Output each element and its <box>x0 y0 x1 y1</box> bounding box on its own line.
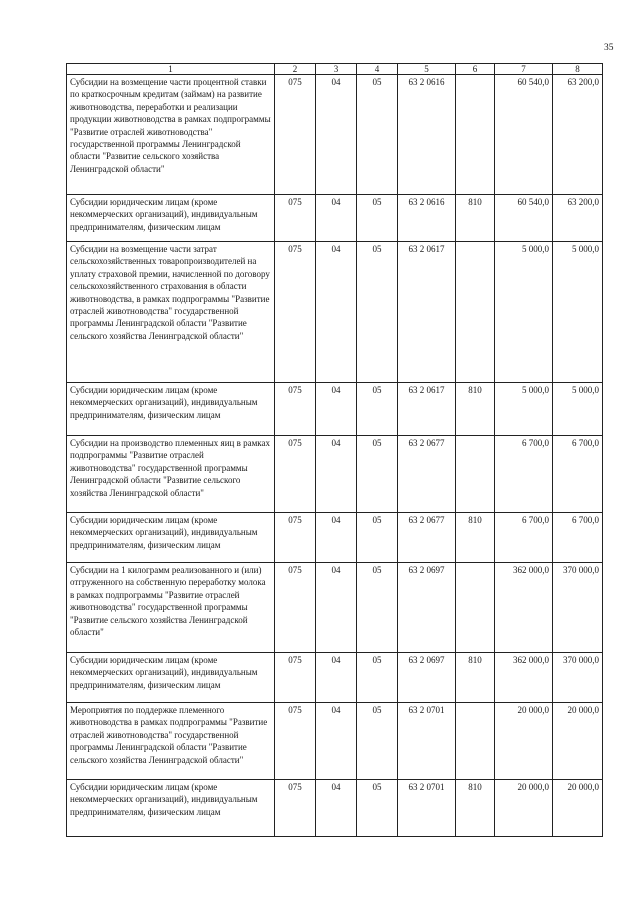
budget-table <box>66 63 603 837</box>
header-row <box>67 64 603 75</box>
cell-amount-7: 362 000,0 <box>495 653 553 703</box>
cell-ministry: 075 <box>275 513 316 563</box>
row-name: Субсидии юридическим лицам (кроме некоммерческих организаций), индивидуальным предпринимателям, физическим лицам <box>67 513 275 563</box>
cell-amount-8: 370 000,0 <box>553 563 603 653</box>
cell-ministry: 075 <box>275 383 316 436</box>
cell-expense-type <box>456 436 495 513</box>
cell-subsection: 05 <box>357 780 398 837</box>
col-header-3: 3 <box>316 64 357 75</box>
cell-ministry: 075 <box>275 563 316 653</box>
cell-target-code: 63 2 0697 <box>398 563 456 653</box>
row-name: Субсидии юридическим лицам (кроме некоммерческих организаций), индивидуальным предпринимателям, физическим лицам <box>67 383 275 436</box>
cell-amount-8: 6 700,0 <box>553 436 603 513</box>
col-header-2: 2 <box>275 64 316 75</box>
row-name: Субсидии юридическим лицам (кроме некоммерческих организаций), индивидуальным предпринимателям, физическим лицам <box>67 195 275 242</box>
cell-amount-8: 370 000,0 <box>553 653 603 703</box>
cell-subsection: 05 <box>357 75 398 195</box>
cell-subsection: 05 <box>357 436 398 513</box>
cell-target-code: 63 2 0697 <box>398 653 456 703</box>
col-header-8: 8 <box>553 64 603 75</box>
cell-expense-type: 810 <box>456 780 495 837</box>
table-row <box>67 436 603 513</box>
cell-amount-7: 6 700,0 <box>495 436 553 513</box>
cell-amount-7: 6 700,0 <box>495 513 553 563</box>
cell-expense-type: 810 <box>456 195 495 242</box>
page-number: 35 <box>604 43 614 53</box>
table-row <box>67 513 603 563</box>
cell-subsection: 05 <box>357 242 398 383</box>
table-row <box>67 780 603 837</box>
cell-amount-7: 60 540,0 <box>495 195 553 242</box>
cell-subsection: 05 <box>357 513 398 563</box>
cell-target-code: 63 2 0677 <box>398 513 456 563</box>
cell-amount-7: 362 000,0 <box>495 563 553 653</box>
cell-target-code: 63 2 0616 <box>398 75 456 195</box>
cell-expense-type: 810 <box>456 653 495 703</box>
cell-section: 04 <box>316 195 357 242</box>
cell-target-code: 63 2 0701 <box>398 780 456 837</box>
row-name: Мероприятия по поддержке племенного животноводства в рамках подпрограммы "Развитие отраслей животноводства" государственной программы Ленинградской области "Развитие сельского хозяйства Ленинградской области" <box>67 703 275 780</box>
table-row <box>67 242 603 383</box>
cell-amount-8: 63 200,0 <box>553 75 603 195</box>
cell-subsection: 05 <box>357 563 398 653</box>
cell-section: 04 <box>316 653 357 703</box>
col-header-6: 6 <box>456 64 495 75</box>
cell-section: 04 <box>316 513 357 563</box>
cell-ministry: 075 <box>275 703 316 780</box>
cell-ministry: 075 <box>275 780 316 837</box>
table-row <box>67 653 603 703</box>
cell-amount-7: 20 000,0 <box>495 703 553 780</box>
cell-amount-7: 20 000,0 <box>495 780 553 837</box>
row-name: Субсидии на производство племенных яиц в рамках подпрограммы "Развитие отраслей животноводства" государственной программы Ленинградской области "Развитие сельского хозяйства Ленинградской области" <box>67 436 275 513</box>
col-header-1: 1 <box>67 64 275 75</box>
cell-target-code: 63 2 0617 <box>398 242 456 383</box>
cell-subsection: 05 <box>357 653 398 703</box>
cell-expense-type <box>456 75 495 195</box>
cell-amount-8: 20 000,0 <box>553 780 603 837</box>
cell-section: 04 <box>316 383 357 436</box>
table-row <box>67 703 603 780</box>
cell-subsection: 05 <box>357 195 398 242</box>
cell-target-code: 63 2 0617 <box>398 383 456 436</box>
cell-target-code: 63 2 0616 <box>398 195 456 242</box>
cell-amount-8: 5 000,0 <box>553 242 603 383</box>
row-name: Субсидии юридическим лицам (кроме некоммерческих организаций), индивидуальным предпринимателям, физическим лицам <box>67 780 275 837</box>
cell-expense-type: 810 <box>456 513 495 563</box>
cell-ministry: 075 <box>275 195 316 242</box>
cell-amount-7: 5 000,0 <box>495 383 553 436</box>
cell-expense-type <box>456 563 495 653</box>
cell-amount-8: 20 000,0 <box>553 703 603 780</box>
row-name: Субсидии на 1 килограмм реализованного и (или) отгруженного на собственную переработку молока в рамках подпрограммы "Развитие отраслей животноводства" государственной программы "Развитие сельского хозяйства Ленинградской области" <box>67 563 275 653</box>
table-row <box>67 563 603 653</box>
cell-expense-type: 810 <box>456 383 495 436</box>
cell-section: 04 <box>316 563 357 653</box>
cell-ministry: 075 <box>275 75 316 195</box>
cell-expense-type <box>456 703 495 780</box>
cell-amount-8: 6 700,0 <box>553 513 603 563</box>
cell-amount-7: 60 540,0 <box>495 75 553 195</box>
cell-section: 04 <box>316 703 357 780</box>
table-row <box>67 383 603 436</box>
row-name: Субсидии юридическим лицам (кроме некоммерческих организаций), индивидуальным предпринимателям, физическим лицам <box>67 653 275 703</box>
cell-section: 04 <box>316 780 357 837</box>
col-header-5: 5 <box>398 64 456 75</box>
cell-subsection: 05 <box>357 383 398 436</box>
cell-subsection: 05 <box>357 703 398 780</box>
row-name: Субсидии на возмещение части процентной ставки по краткосрочным кредитам (займам) на развитие животноводства, переработки и реализации продукции животноводства в рамках подпрограммы "Развитие отраслей животноводства" государственной программы Ленинградской области "Развитие сельского хозяйства Ленинградской области" <box>67 75 275 195</box>
cell-target-code: 63 2 0677 <box>398 436 456 513</box>
cell-amount-8: 63 200,0 <box>553 195 603 242</box>
table-row <box>67 75 603 195</box>
col-header-4: 4 <box>357 64 398 75</box>
cell-amount-8: 5 000,0 <box>553 383 603 436</box>
cell-ministry: 075 <box>275 653 316 703</box>
table-row <box>67 195 603 242</box>
cell-ministry: 075 <box>275 242 316 383</box>
cell-target-code: 63 2 0701 <box>398 703 456 780</box>
cell-section: 04 <box>316 242 357 383</box>
cell-section: 04 <box>316 436 357 513</box>
cell-section: 04 <box>316 75 357 195</box>
cell-ministry: 075 <box>275 436 316 513</box>
col-header-7: 7 <box>495 64 553 75</box>
cell-expense-type <box>456 242 495 383</box>
cell-amount-7: 5 000,0 <box>495 242 553 383</box>
row-name: Субсидии на возмещение части затрат сельскохозяйственных товаропроизводителей на уплату страховой премии, начисленной по договору сельскохозяйственного страхования в области животноводства, в рамках подпрограммы "Развитие отраслей животноводства" государственной программы Ленинградской области "Развитие сельского хозяйства Ленинградской области" <box>67 242 275 383</box>
